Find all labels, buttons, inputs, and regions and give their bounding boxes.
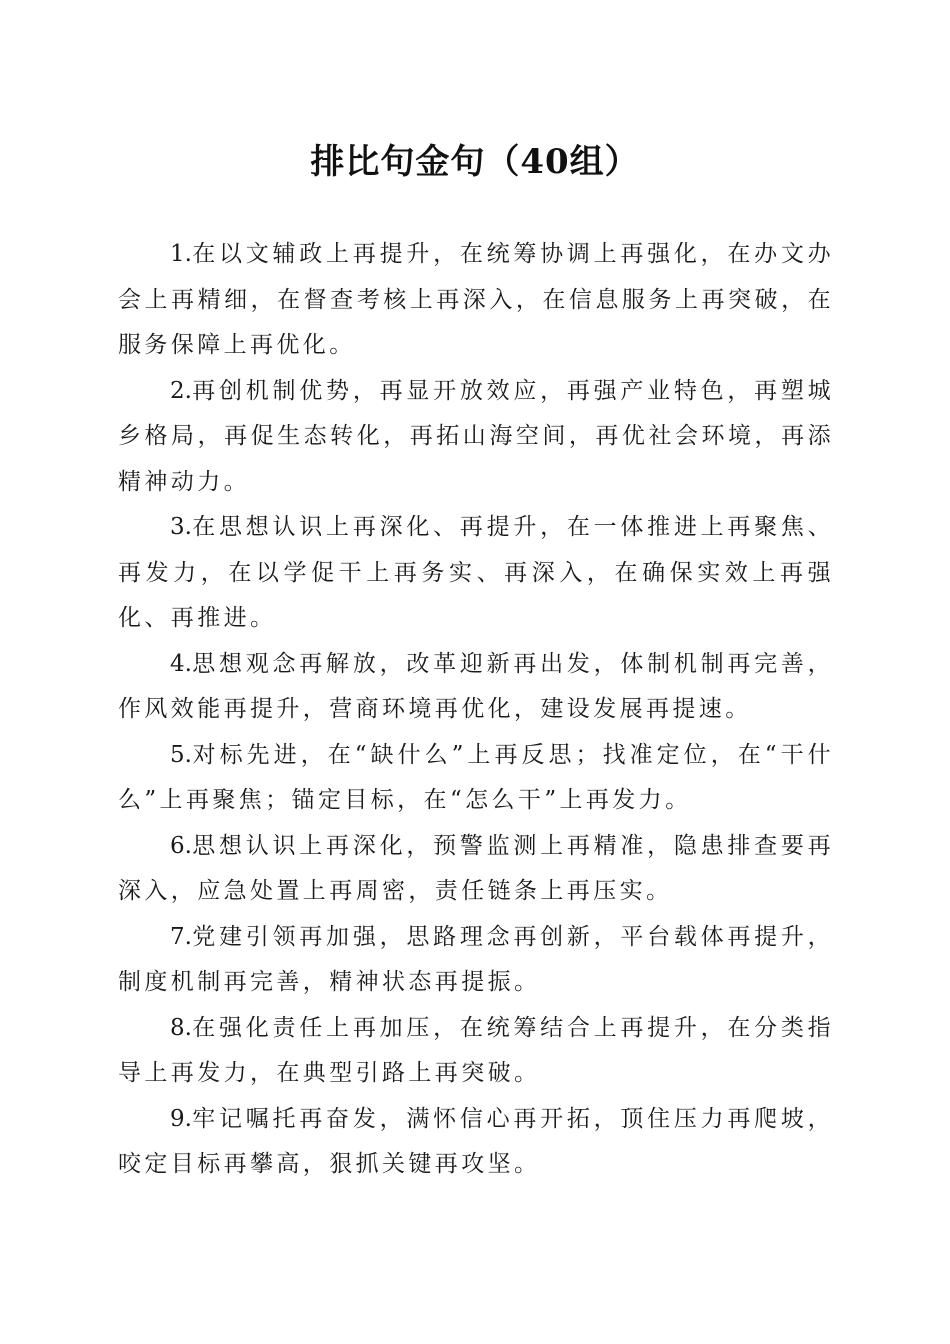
paragraph-number: 7. bbox=[170, 923, 192, 950]
paragraph-3 bbox=[118, 505, 834, 642]
paragraph-2 bbox=[118, 369, 834, 506]
paragraph-text: 在思想认识上再深化、再提升，在一体推进上再聚焦、再发力，在以学促干上再务实、再深入，在确保实效上再强化、再推进。 bbox=[118, 514, 834, 631]
paragraph-number: 2. bbox=[170, 377, 192, 404]
paragraph-8 bbox=[118, 1006, 834, 1097]
paragraph-number: 9. bbox=[170, 1105, 192, 1132]
paragraph-5 bbox=[118, 733, 834, 824]
paragraph-text: 再创机制优势，再显开放效应，再强产业特色，再塑城乡格局，再促生态转化，再拓山海空间，再优社会环境，再添精神动力。 bbox=[118, 377, 834, 495]
paragraph-text: 思想观念再解放，改革迎新再出发，体制机制再完善，作风效能再提升，营商环境再优化，建设发展再提速。 bbox=[118, 650, 834, 722]
paragraph-number: 8. bbox=[170, 1014, 192, 1041]
paragraph-1 bbox=[118, 232, 834, 369]
document-title: 排比句金句（40组） bbox=[310, 142, 640, 182]
paragraph-6 bbox=[118, 824, 834, 915]
paragraph-text: 思想认识上再深化，预警监测上再精准，隐患排查要再深入，应急处置上再周密，责任链条上再压实。 bbox=[118, 832, 834, 904]
paragraph-text: 在强化责任上再加压，在统筹结合上再提升，在分类指导上再发力，在典型引路上再突破。 bbox=[118, 1014, 834, 1086]
paragraph-text: 对标先进，在“缺什么”上再反思；找准定位，在“干什么”上再聚焦；锚定目标，在“怎么干”上再发力。 bbox=[118, 741, 834, 813]
paragraph-number: 5. bbox=[170, 741, 192, 768]
paragraph-9 bbox=[118, 1097, 834, 1188]
paragraph-number: 4. bbox=[170, 650, 192, 677]
paragraph-text: 牢记嘱托再奋发，满怀信心再开拓，顶住压力再爬坡，咬定目标再攀高，狠抓关键再攻坚。 bbox=[118, 1105, 834, 1177]
paragraph-text: 在以文辅政上再提升，在统筹协调上再强化，在办文办会上再精细，在督查考核上再深入，在信息服务上再突破，在服务保障上再优化。 bbox=[118, 241, 834, 358]
paragraph-number: 6. bbox=[170, 832, 192, 859]
paragraph-7 bbox=[118, 915, 834, 1006]
paragraph-number: 3. bbox=[170, 514, 192, 540]
document-body bbox=[118, 232, 834, 1188]
paragraph-4 bbox=[118, 642, 834, 733]
paragraph-number: 1. bbox=[170, 241, 192, 267]
paragraph-text: 党建引领再加强，思路理念再创新，平台载体再提升，制度机制再完善，精神状态再提振。 bbox=[118, 923, 834, 995]
